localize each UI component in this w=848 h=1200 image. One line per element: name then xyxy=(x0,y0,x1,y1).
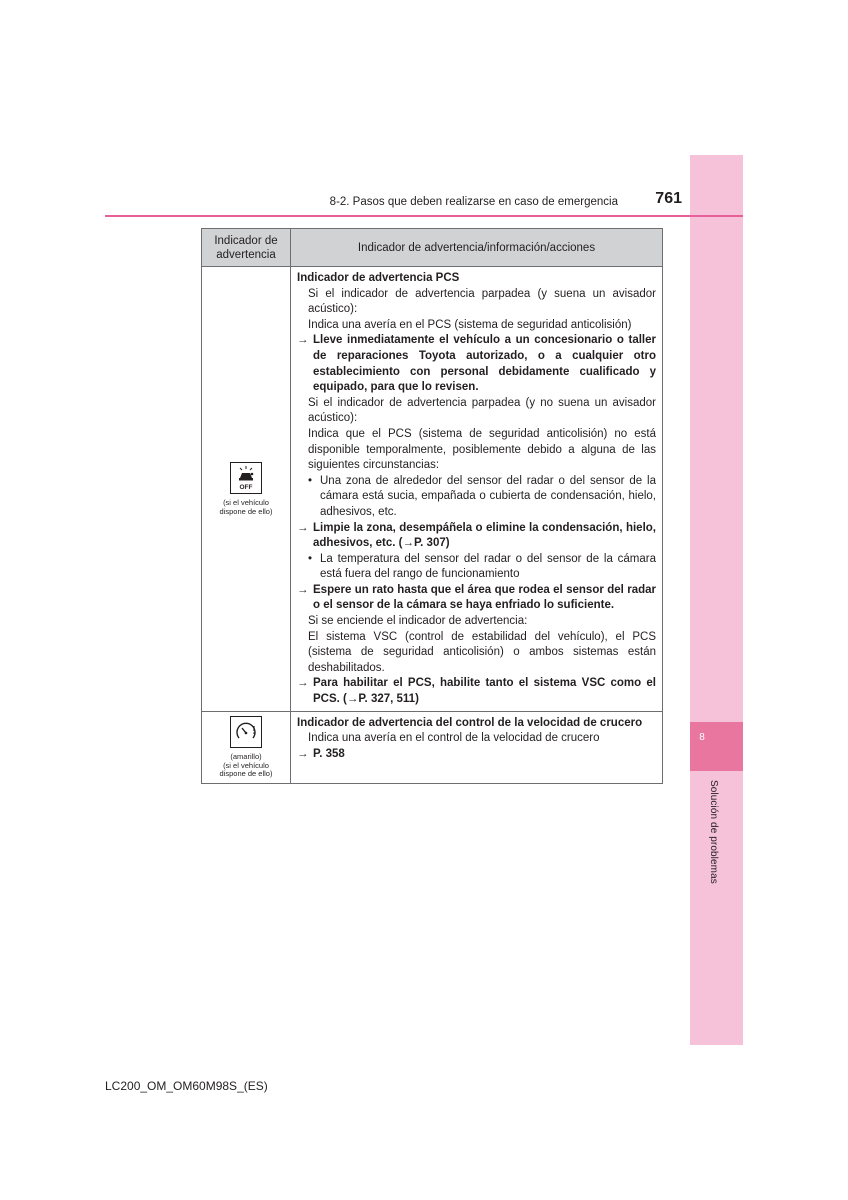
pcs-icon-label: OFF xyxy=(239,483,253,491)
paragraph: Si el indicador de advertencia parpadea (y suena un avisador acústico): xyxy=(308,287,656,316)
side-chapter-tab xyxy=(690,155,743,1045)
arrow-icon: → xyxy=(297,677,309,690)
action-item xyxy=(297,747,656,763)
warning-table xyxy=(201,228,663,784)
cruise-control-warning-icon xyxy=(230,716,262,748)
row-title: Indicador de advertencia del control de la velocidad de crucero xyxy=(297,716,643,729)
table-header-row xyxy=(202,229,663,267)
info-cell xyxy=(291,711,663,783)
paragraph: Indica una avería en el PCS (sistema de seguridad anticolisión) xyxy=(308,318,632,331)
indicator-cell xyxy=(202,711,291,783)
icon-caption: dispone de ello) xyxy=(219,769,273,779)
action-text: P. 358 xyxy=(313,747,345,760)
table-row xyxy=(202,267,663,712)
paragraph: Indica una avería en el control de la velocidad de crucero xyxy=(308,732,600,745)
pcs-off-warning-icon xyxy=(230,462,262,494)
paragraph: Si el indicador de advertencia parpadea (y no suena un avisador acústico): xyxy=(308,396,656,425)
table-row xyxy=(202,711,663,783)
icon-caption: dispone de ello) xyxy=(219,506,273,516)
action-text: Lleve inmediatamente el vehículo a un concesionario o taller de reparaciones Toyota autorizado, o a cualquier otro establecimiento con personal debidamente cualificado y equipado, para que lo revisen. xyxy=(313,334,656,394)
side-tab-active-marker xyxy=(690,722,743,771)
page-number: 761 xyxy=(655,190,682,207)
bullet-text: Una zona de alrededor del sensor del radar o del sensor de la cámara está sucia, empañada o cubierta de condensación, hielo, adhesivos, etc. xyxy=(320,474,656,518)
header-info: Indicador de advertencia/información/acciones xyxy=(291,229,663,267)
action-item xyxy=(297,521,656,552)
paragraph: El sistema VSC (control de estabilidad del vehículo), el PCS (sistema de seguridad anticolisión) o ambos sistemas están deshabilitados. xyxy=(308,630,656,674)
action-text: Para habilitar el PCS, habilite tanto el sistema VSC como el PCS. (→P. 327, 511) xyxy=(313,677,656,706)
arrow-icon: → xyxy=(297,583,309,596)
bullet-item xyxy=(297,474,656,521)
bullet-icon: • xyxy=(308,552,313,565)
document-code: LC200_OM_OM60M98S_(ES) xyxy=(105,1079,268,1093)
action-text: Limpie la zona, desempáñela o elimine la condensación, hielo, adhesivos, etc. (→P. 307) xyxy=(313,521,656,550)
arrow-icon: → xyxy=(297,334,309,347)
icon-caption: (amarillo) xyxy=(230,752,262,762)
action-item xyxy=(297,583,656,614)
paragraph: Si se enciende el indicador de advertencia: xyxy=(308,615,528,628)
action-text: Espere un rato hasta que el área que rodea el sensor del radar o el sensor de la cámara se haya enfriado lo suficiente. xyxy=(313,583,656,612)
icon-caption: (si el vehículo xyxy=(223,760,269,770)
section-title: 8-2. Pasos que deben realizarse en caso de emergencia xyxy=(329,196,618,208)
header-indicator: Indicador de advertencia xyxy=(202,229,291,267)
arrow-icon: → xyxy=(297,747,309,760)
action-item xyxy=(297,333,656,395)
arrow-icon: → xyxy=(297,521,309,534)
chapter-label: Solución de problemas xyxy=(708,780,719,884)
paragraph: Indica que el PCS (sistema de seguridad anticolisión) no está disponible temporalmente, posiblemente debido a alguna de las siguientes circunstancias: xyxy=(308,427,656,472)
bullet-icon: • xyxy=(308,474,313,487)
icon-caption: (si el vehículo xyxy=(223,498,269,508)
bullet-item xyxy=(297,552,656,583)
info-cell xyxy=(291,267,663,712)
row-title: Indicador de advertencia PCS xyxy=(297,272,460,284)
bullet-text: La temperatura del sensor del radar o del sensor de la cámara está fuera del rango de funcionamiento xyxy=(320,552,656,581)
chapter-number: 8 xyxy=(699,732,705,743)
action-item xyxy=(297,676,656,707)
header-divider xyxy=(105,215,743,217)
indicator-cell xyxy=(202,267,291,712)
